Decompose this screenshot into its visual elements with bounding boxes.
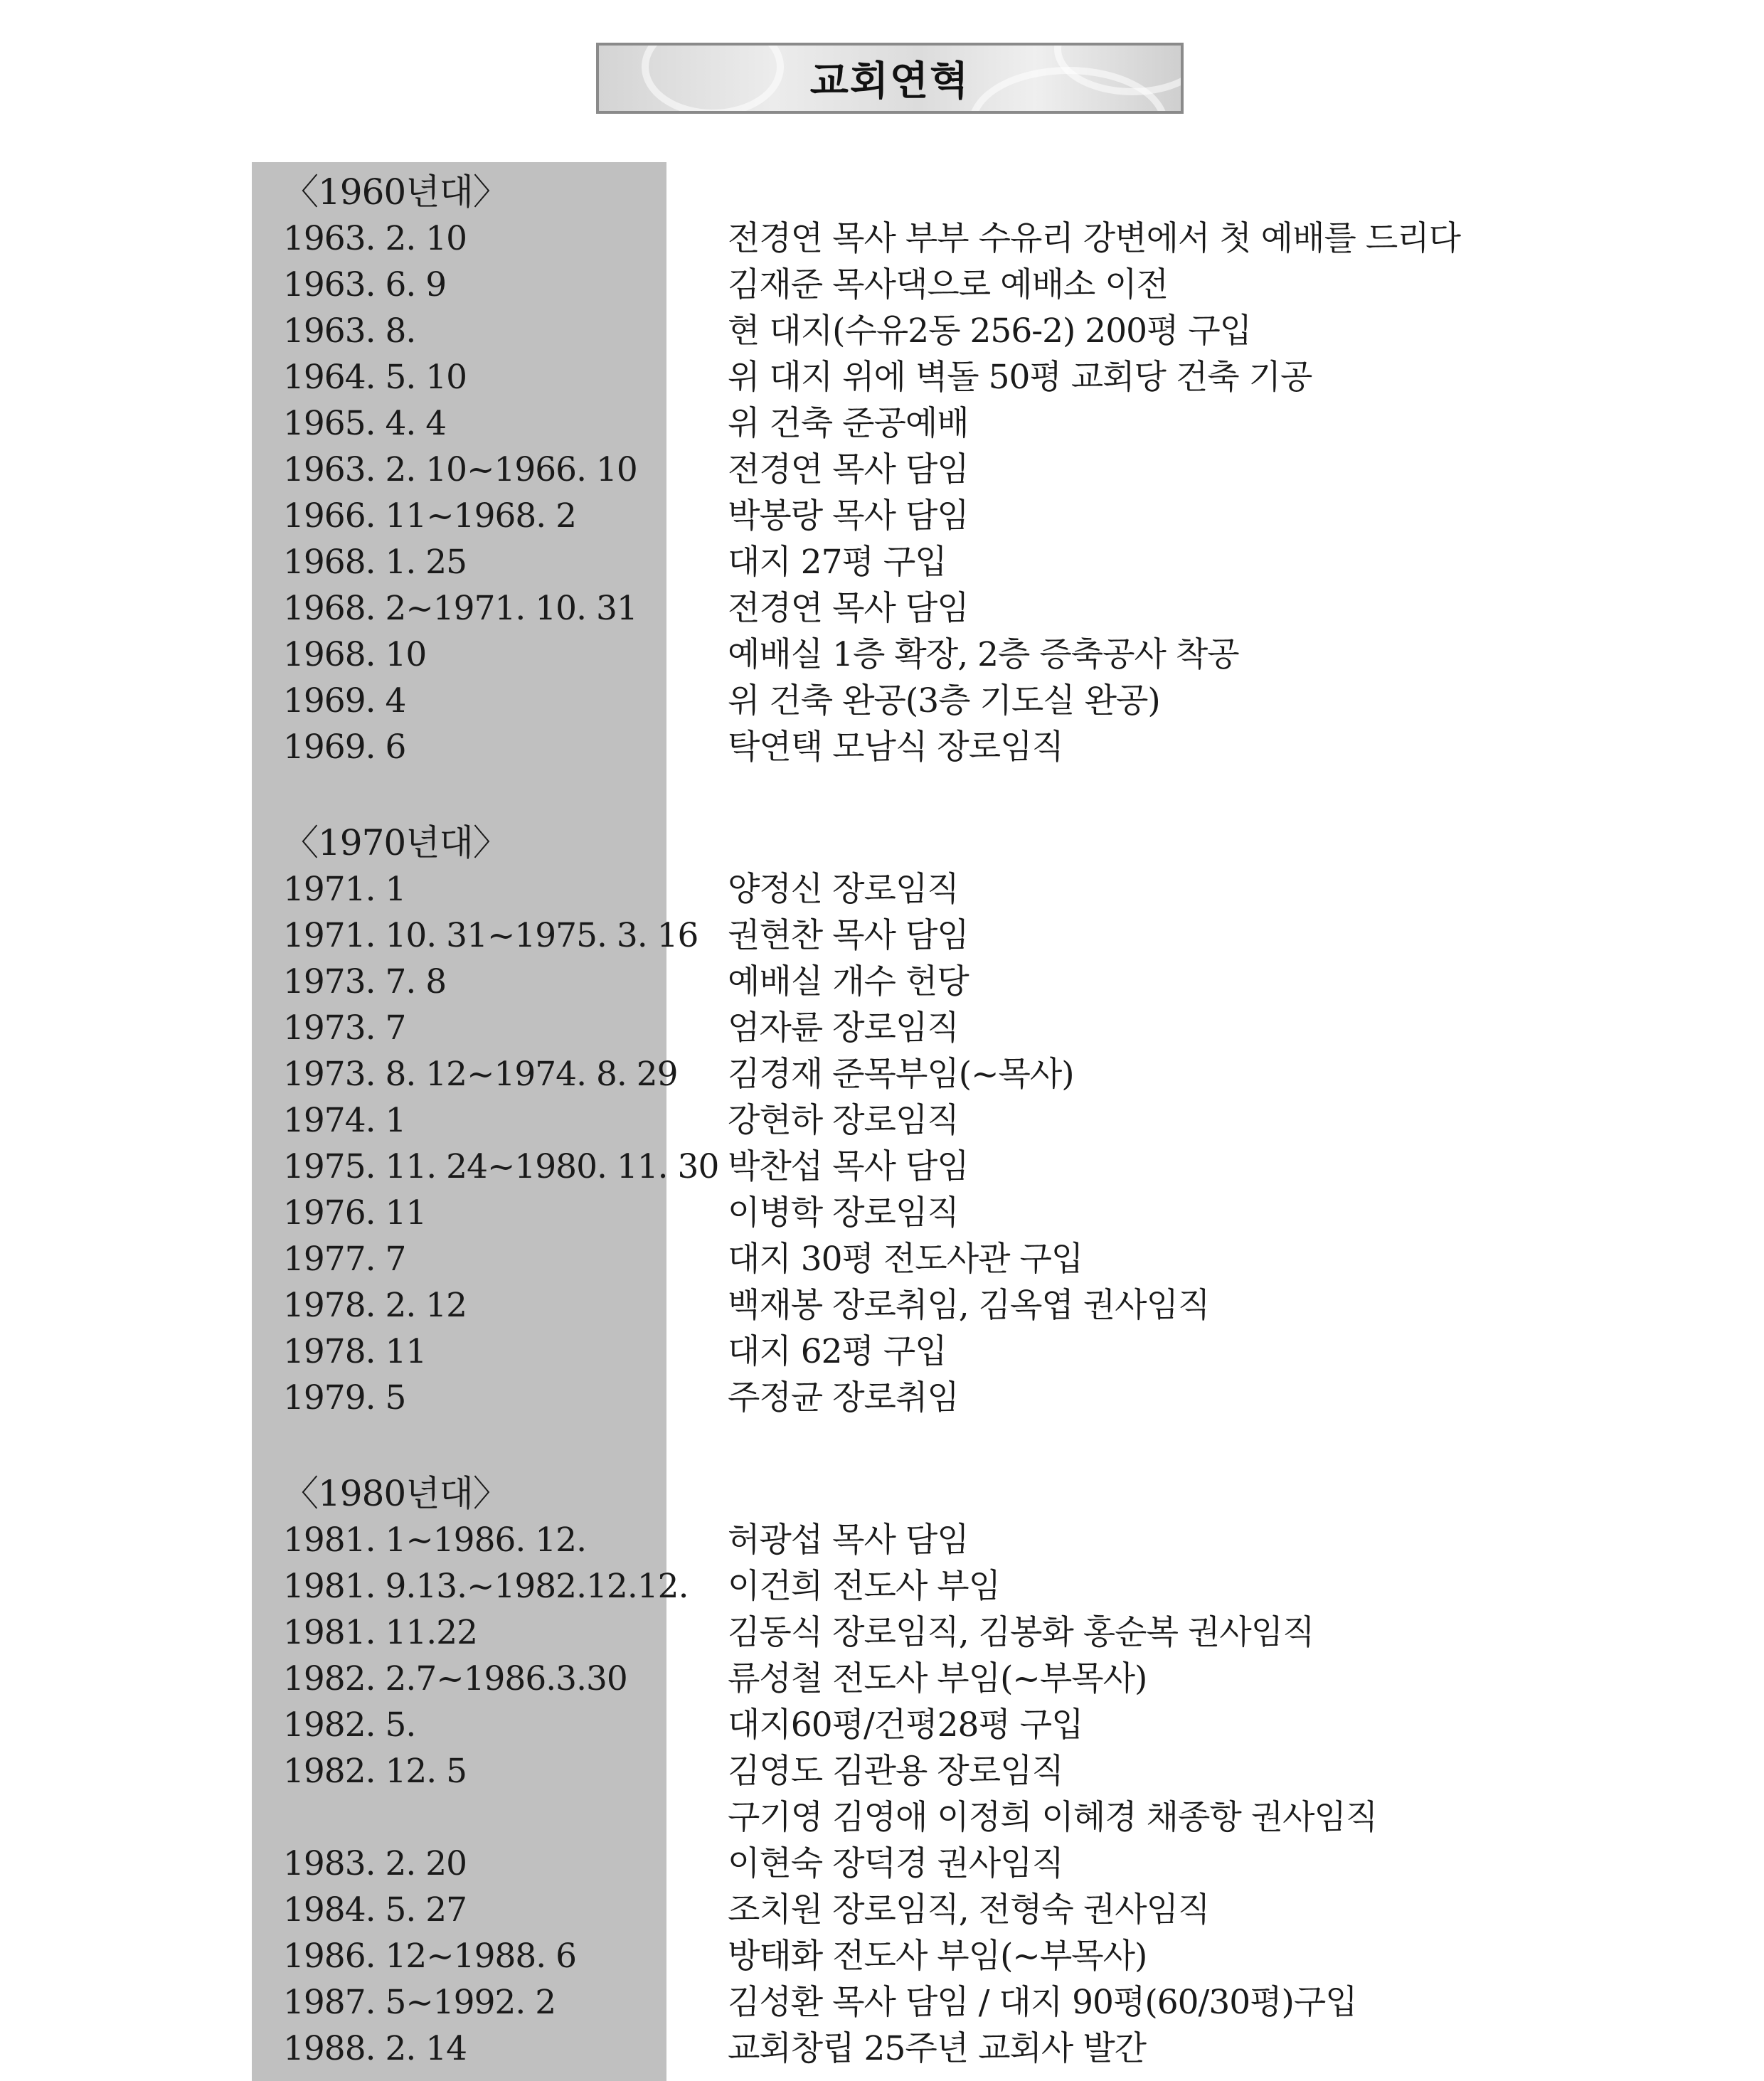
- timeline-entry: [283, 585, 1563, 632]
- timeline-entry: [283, 1748, 1563, 1794]
- entry-event: 대지60평/건평28평 구입: [728, 1705, 1083, 1745]
- entry-date: 1979. 5: [283, 1378, 406, 1417]
- entry-event: 김동식 장로임직, 김봉화 홍순복 권사임직: [728, 1613, 1314, 1652]
- timeline-entry: [283, 400, 1563, 447]
- entry-event: 현 대지(수유2동 256-2) 200평 구입: [728, 312, 1252, 351]
- entry-date: 1963. 2. 10: [283, 219, 467, 258]
- page-title: 교회연혁: [809, 58, 970, 105]
- timeline-entry: [283, 354, 1563, 400]
- entry-event: 백재봉 장로취임, 김옥엽 권사임직: [728, 1286, 1210, 1325]
- entry-event: 전경연 목사 담임: [728, 450, 969, 489]
- timeline-entry: [283, 447, 1563, 493]
- entry-event: 박봉랑 목사 담임: [728, 496, 969, 536]
- entry-date: 1963. 6. 9: [283, 265, 447, 304]
- entry-event: 전경연 목사 부부 수유리 강변에서 첫 예배를 드리다: [728, 219, 1461, 258]
- entry-date: 1975. 11. 24~1980. 11. 30: [283, 1147, 719, 1186]
- timeline-entry: [283, 1236, 1563, 1282]
- entry-date: 1971. 1: [283, 870, 406, 909]
- entry-date: 1974. 1: [283, 1101, 406, 1140]
- entry-event: 구기영 김영애 이정희 이혜경 채종항 권사임직: [728, 1798, 1378, 1837]
- entry-date: 1982. 2.7~1986.3.30: [283, 1659, 627, 1698]
- entry-event: 김경재 준목부임(~목사): [728, 1055, 1074, 1094]
- timeline-entry: [283, 1097, 1563, 1144]
- entry-event: 이병학 장로임직: [728, 1193, 959, 1233]
- entry-date: 1981. 11.22: [283, 1613, 478, 1652]
- entry-date: 1969. 4: [283, 681, 406, 720]
- entry-date: 1977. 7: [283, 1240, 406, 1279]
- timeline-entry: [283, 1282, 1563, 1329]
- timeline-entry: [283, 632, 1563, 678]
- entry-date: 1966. 11~1968. 2: [283, 496, 577, 536]
- entry-date: 1965. 4. 4: [283, 404, 447, 443]
- entry-event: 강현하 장로임직: [728, 1101, 959, 1140]
- decade-heading: 〈1980년대〉: [283, 1473, 508, 1514]
- entry-date: 1964. 5. 10: [283, 358, 467, 397]
- timeline-entry: [283, 912, 1563, 959]
- timeline-entry: [283, 1794, 1563, 1841]
- timeline-entry: [283, 959, 1563, 1005]
- entry-date: 1981. 9.13.~1982.12.12.: [283, 1567, 689, 1606]
- entry-event: 이현숙 장덕경 권사임직: [728, 1844, 1063, 1883]
- timeline-entry: [283, 1329, 1563, 1375]
- entry-date: 1988. 2. 14: [283, 2029, 467, 2068]
- entry-event: 대지 62평 구입: [728, 1332, 947, 1371]
- timeline-entry: [283, 262, 1563, 308]
- entry-event: 교회창립 25주년 교회사 발간: [728, 2029, 1147, 2068]
- entry-date: 1984. 5. 27: [283, 1890, 467, 1930]
- timeline-entry: [283, 1375, 1563, 1421]
- entry-event: 위 건축 완공(3층 기도실 완공): [728, 681, 1160, 720]
- entry-date: 1968. 10: [283, 635, 427, 674]
- entry-event: 김성환 목사 담임 / 대지 90평(60/30평)구입: [728, 1983, 1357, 2022]
- timeline-entry: [283, 1517, 1563, 1563]
- entry-date: 1963. 8.: [283, 312, 416, 351]
- entry-date: 1968. 2~1971. 10. 31: [283, 589, 637, 628]
- entry-event: 이건희 전도사 부임: [728, 1567, 1001, 1606]
- entry-event: 박찬섭 목사 담임: [728, 1147, 969, 1186]
- entry-event: 주정균 장로취임: [728, 1378, 959, 1417]
- timeline-entry: [283, 724, 1563, 770]
- entry-date: 1973. 8. 12~1974. 8. 29: [283, 1055, 678, 1094]
- decade-heading: 〈1970년대〉: [283, 822, 508, 863]
- history-timeline: [283, 169, 1563, 2072]
- timeline-entry: [283, 866, 1563, 912]
- timeline-entry: [283, 1841, 1563, 1887]
- entry-event: 엄자륜 장로임직: [728, 1008, 959, 1048]
- entry-date: 1971. 10. 31~1975. 3. 16: [283, 916, 698, 955]
- timeline-entry: [283, 1702, 1563, 1748]
- entry-event: 예배실 개수 헌당: [728, 962, 969, 1001]
- timeline-entry: [283, 1190, 1563, 1236]
- entry-event: 양정신 장로임직: [728, 870, 959, 909]
- timeline-entry: [283, 1933, 1563, 1979]
- page-title-banner: [596, 43, 1184, 114]
- entry-date: 1973. 7. 8: [283, 962, 447, 1001]
- entry-event: 대지 30평 전도사관 구입: [728, 1240, 1083, 1279]
- entry-date: 1981. 1~1986. 12.: [283, 1521, 587, 1560]
- section-gap: [283, 770, 1563, 820]
- entry-event: 대지 27평 구입: [728, 543, 947, 582]
- entry-event: 예배실 1층 확장, 2층 증축공사 착공: [728, 635, 1239, 674]
- entry-event: 조치원 장로임직, 전형숙 권사임직: [728, 1890, 1210, 1930]
- timeline-entry: [283, 308, 1563, 354]
- timeline-entry: [283, 1144, 1563, 1190]
- entry-event: 전경연 목사 담임: [728, 589, 969, 628]
- entry-event: 김영도 김관용 장로임직: [728, 1752, 1063, 1791]
- section-gap: [283, 1421, 1563, 1471]
- decade-heading: 〈1960년대〉: [283, 171, 508, 213]
- entry-event: 위 건축 준공예배: [728, 404, 969, 443]
- timeline-entry: [283, 678, 1563, 724]
- timeline-entry: [283, 1656, 1563, 1702]
- entry-event: 류성철 전도사 부임(~부목사): [728, 1659, 1147, 1698]
- timeline-entry: [283, 1609, 1563, 1656]
- entry-date: 1973. 7: [283, 1008, 406, 1048]
- entry-date: 1978. 11: [283, 1332, 427, 1371]
- entry-event: 방태화 전도사 부임(~부목사): [728, 1937, 1147, 1976]
- timeline-entry: [283, 1051, 1563, 1097]
- entry-event: 권현찬 목사 담임: [728, 916, 969, 955]
- timeline-entry: [283, 215, 1563, 262]
- timeline-entry: [283, 1005, 1563, 1051]
- entry-date: 1963. 2. 10~1966. 10: [283, 450, 637, 489]
- timeline-entry: [283, 1887, 1563, 1933]
- timeline-entry: [283, 493, 1563, 539]
- entry-event: 탁연택 모남식 장로임직: [728, 728, 1063, 767]
- timeline-entry: [283, 1979, 1563, 2026]
- entry-date: 1976. 11: [283, 1193, 427, 1233]
- entry-date: 1968. 1. 25: [283, 543, 467, 582]
- entry-date: 1982. 12. 5: [283, 1752, 467, 1791]
- entry-event: 김재준 목사댁으로 예배소 이전: [728, 265, 1169, 304]
- entry-date: 1986. 12~1988. 6: [283, 1937, 577, 1976]
- entry-date: 1983. 2. 20: [283, 1844, 467, 1883]
- entry-event: 허광섭 목사 담임: [728, 1521, 969, 1560]
- timeline-entry: [283, 539, 1563, 585]
- timeline-entry: [283, 1563, 1563, 1609]
- entry-date: 1987. 5~1992. 2: [283, 1983, 556, 2022]
- entry-date: 1978. 2. 12: [283, 1286, 467, 1325]
- timeline-entry: [283, 2026, 1563, 2072]
- entry-date: 1982. 5.: [283, 1705, 416, 1745]
- entry-event: 위 대지 위에 벽돌 50평 교회당 건축 기공: [728, 358, 1312, 397]
- entry-date: 1969. 6: [283, 728, 406, 767]
